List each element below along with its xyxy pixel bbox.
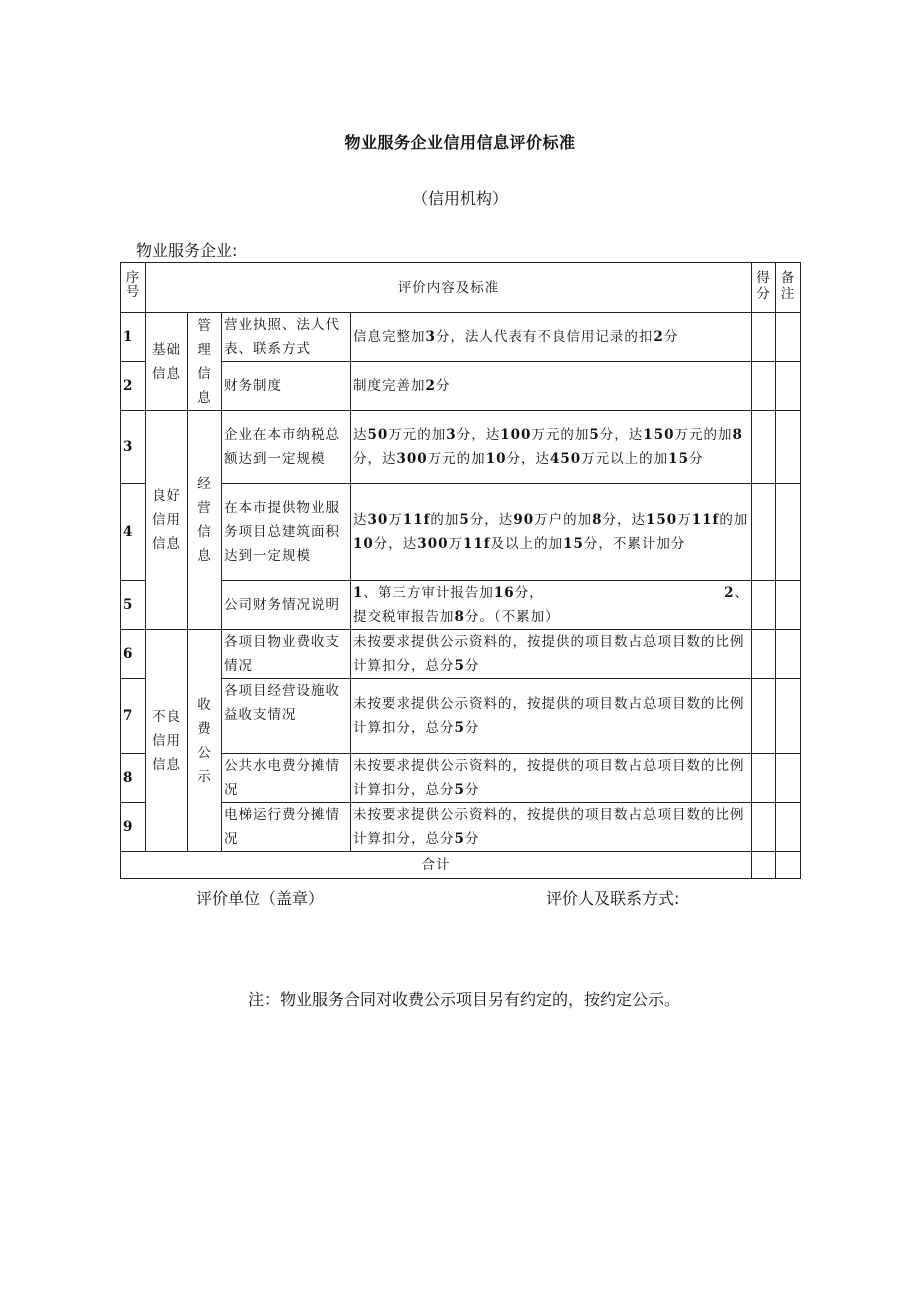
- table-row: [121, 679, 801, 754]
- row-standard: 达50万元的加3分，达100万元的加5分，达150万元的加8分，达300万元的加10分，达450万元以上的加15分: [351, 411, 752, 484]
- row-standard: 未按要求提供公示资料的，按提供的项目数占总项目数的比例计算扣分，总分5分: [351, 679, 752, 754]
- remark-cell[interactable]: [776, 630, 801, 679]
- remark-cell[interactable]: [776, 679, 801, 754]
- subcategory-fee-disclosure: 收费公示: [188, 630, 222, 852]
- standard-part-b: 2、: [724, 585, 749, 601]
- row-item: 在本市提供物业服务项目总建筑面积达到一定规模: [222, 484, 351, 581]
- remark-cell[interactable]: [776, 411, 801, 484]
- row-standard: [351, 581, 752, 630]
- score-cell[interactable]: [752, 581, 776, 630]
- row-item: 公共水电费分摊情况: [222, 754, 351, 803]
- row-item: 公司财务情况说明: [222, 581, 351, 630]
- score-cell[interactable]: [752, 411, 776, 484]
- page-title: 物业服务企业信用信息评价标准: [344, 133, 576, 152]
- row-standard: 未按要求提供公示资料的，按提供的项目数占总项目数的比例计算扣分，总分5分: [351, 754, 752, 803]
- total-row: [121, 852, 801, 879]
- score-cell[interactable]: [752, 484, 776, 581]
- subcategory-management: 管理信息: [188, 313, 222, 411]
- row-standard: 达30万11f的加5分，达90万户的加8分，达150万11f的加10分，达300万11f及以上的加15分，不累计加分: [351, 484, 752, 581]
- table-row: [121, 411, 801, 484]
- total-remark-cell[interactable]: [776, 852, 801, 879]
- score-cell[interactable]: [752, 362, 776, 411]
- table-header-row: [121, 263, 801, 313]
- remark-cell[interactable]: [776, 581, 801, 630]
- footnote: 注：物业服务合同对收费公示项目另有约定的，按约定公示。: [247, 990, 680, 1009]
- row-num: 6: [121, 630, 146, 679]
- header-remark: 备注: [776, 263, 801, 313]
- subcategory-operation: 经营信息: [188, 411, 222, 630]
- category-basic: 基础信息: [146, 313, 188, 411]
- standard-part-c: 提交税审报告加8分。（不累加）: [353, 609, 560, 625]
- category-bad: 不良信用信息: [146, 630, 188, 852]
- remark-cell[interactable]: [776, 313, 801, 362]
- table-row: [121, 803, 801, 852]
- score-cell[interactable]: [752, 679, 776, 754]
- row-num: 3: [121, 411, 146, 484]
- score-cell[interactable]: [752, 313, 776, 362]
- row-num: 5: [121, 581, 146, 630]
- table-row: [121, 630, 801, 679]
- evaluator-unit: 评价单位（盖章）: [196, 889, 325, 908]
- total-score-cell[interactable]: [752, 852, 776, 879]
- row-item: 企业在本市纳税总额达到一定规模: [222, 411, 351, 484]
- row-standard: 未按要求提供公示资料的，按提供的项目数占总项目数的比例计算扣分，总分5分: [351, 803, 752, 852]
- row-num: 8: [121, 754, 146, 803]
- row-standard: 制度完善加2分: [351, 362, 752, 411]
- score-cell[interactable]: [752, 630, 776, 679]
- row-item: 财务制度: [222, 362, 351, 411]
- table-row: [121, 754, 801, 803]
- category-good: 良好信用信息: [146, 411, 188, 630]
- row-num: 9: [121, 803, 146, 852]
- row-num: 4: [121, 484, 146, 581]
- table-row: [121, 581, 801, 630]
- evaluator-contact: 评价人及联系方式:: [546, 889, 680, 908]
- table-row: [121, 362, 801, 411]
- table-row: [121, 313, 801, 362]
- score-cell[interactable]: [752, 803, 776, 852]
- company-label: 物业服务企业:: [136, 241, 238, 260]
- row-item: 各项目经营设施收益收支情况: [222, 679, 351, 754]
- row-num: 1: [121, 313, 146, 362]
- remark-cell[interactable]: [776, 803, 801, 852]
- header-seq: 序号: [121, 263, 146, 313]
- row-item: 营业执照、法人代表、联系方式: [222, 313, 351, 362]
- remark-cell[interactable]: [776, 484, 801, 581]
- row-num: 7: [121, 679, 146, 754]
- remark-cell[interactable]: [776, 754, 801, 803]
- row-item: 各项目物业费收支情况: [222, 630, 351, 679]
- row-item: 电梯运行费分摊情况: [222, 803, 351, 852]
- evaluation-table: [120, 262, 801, 879]
- header-content: 评价内容及标准: [146, 263, 752, 313]
- score-cell[interactable]: [752, 754, 776, 803]
- page-subtitle: （信用机构）: [411, 189, 508, 208]
- row-standard: 信息完整加3分，法人代表有不良信用记录的扣2分: [351, 313, 752, 362]
- table-row: [121, 484, 801, 581]
- standard-part-a: 1、第三方审计报告加16分，: [353, 585, 544, 601]
- total-label: 合计: [121, 852, 752, 879]
- header-score: 得分: [752, 263, 776, 313]
- row-num: 2: [121, 362, 146, 411]
- row-standard: 未按要求提供公示资料的，按提供的项目数占总项目数的比例计算扣分，总分5分: [351, 630, 752, 679]
- remark-cell[interactable]: [776, 362, 801, 411]
